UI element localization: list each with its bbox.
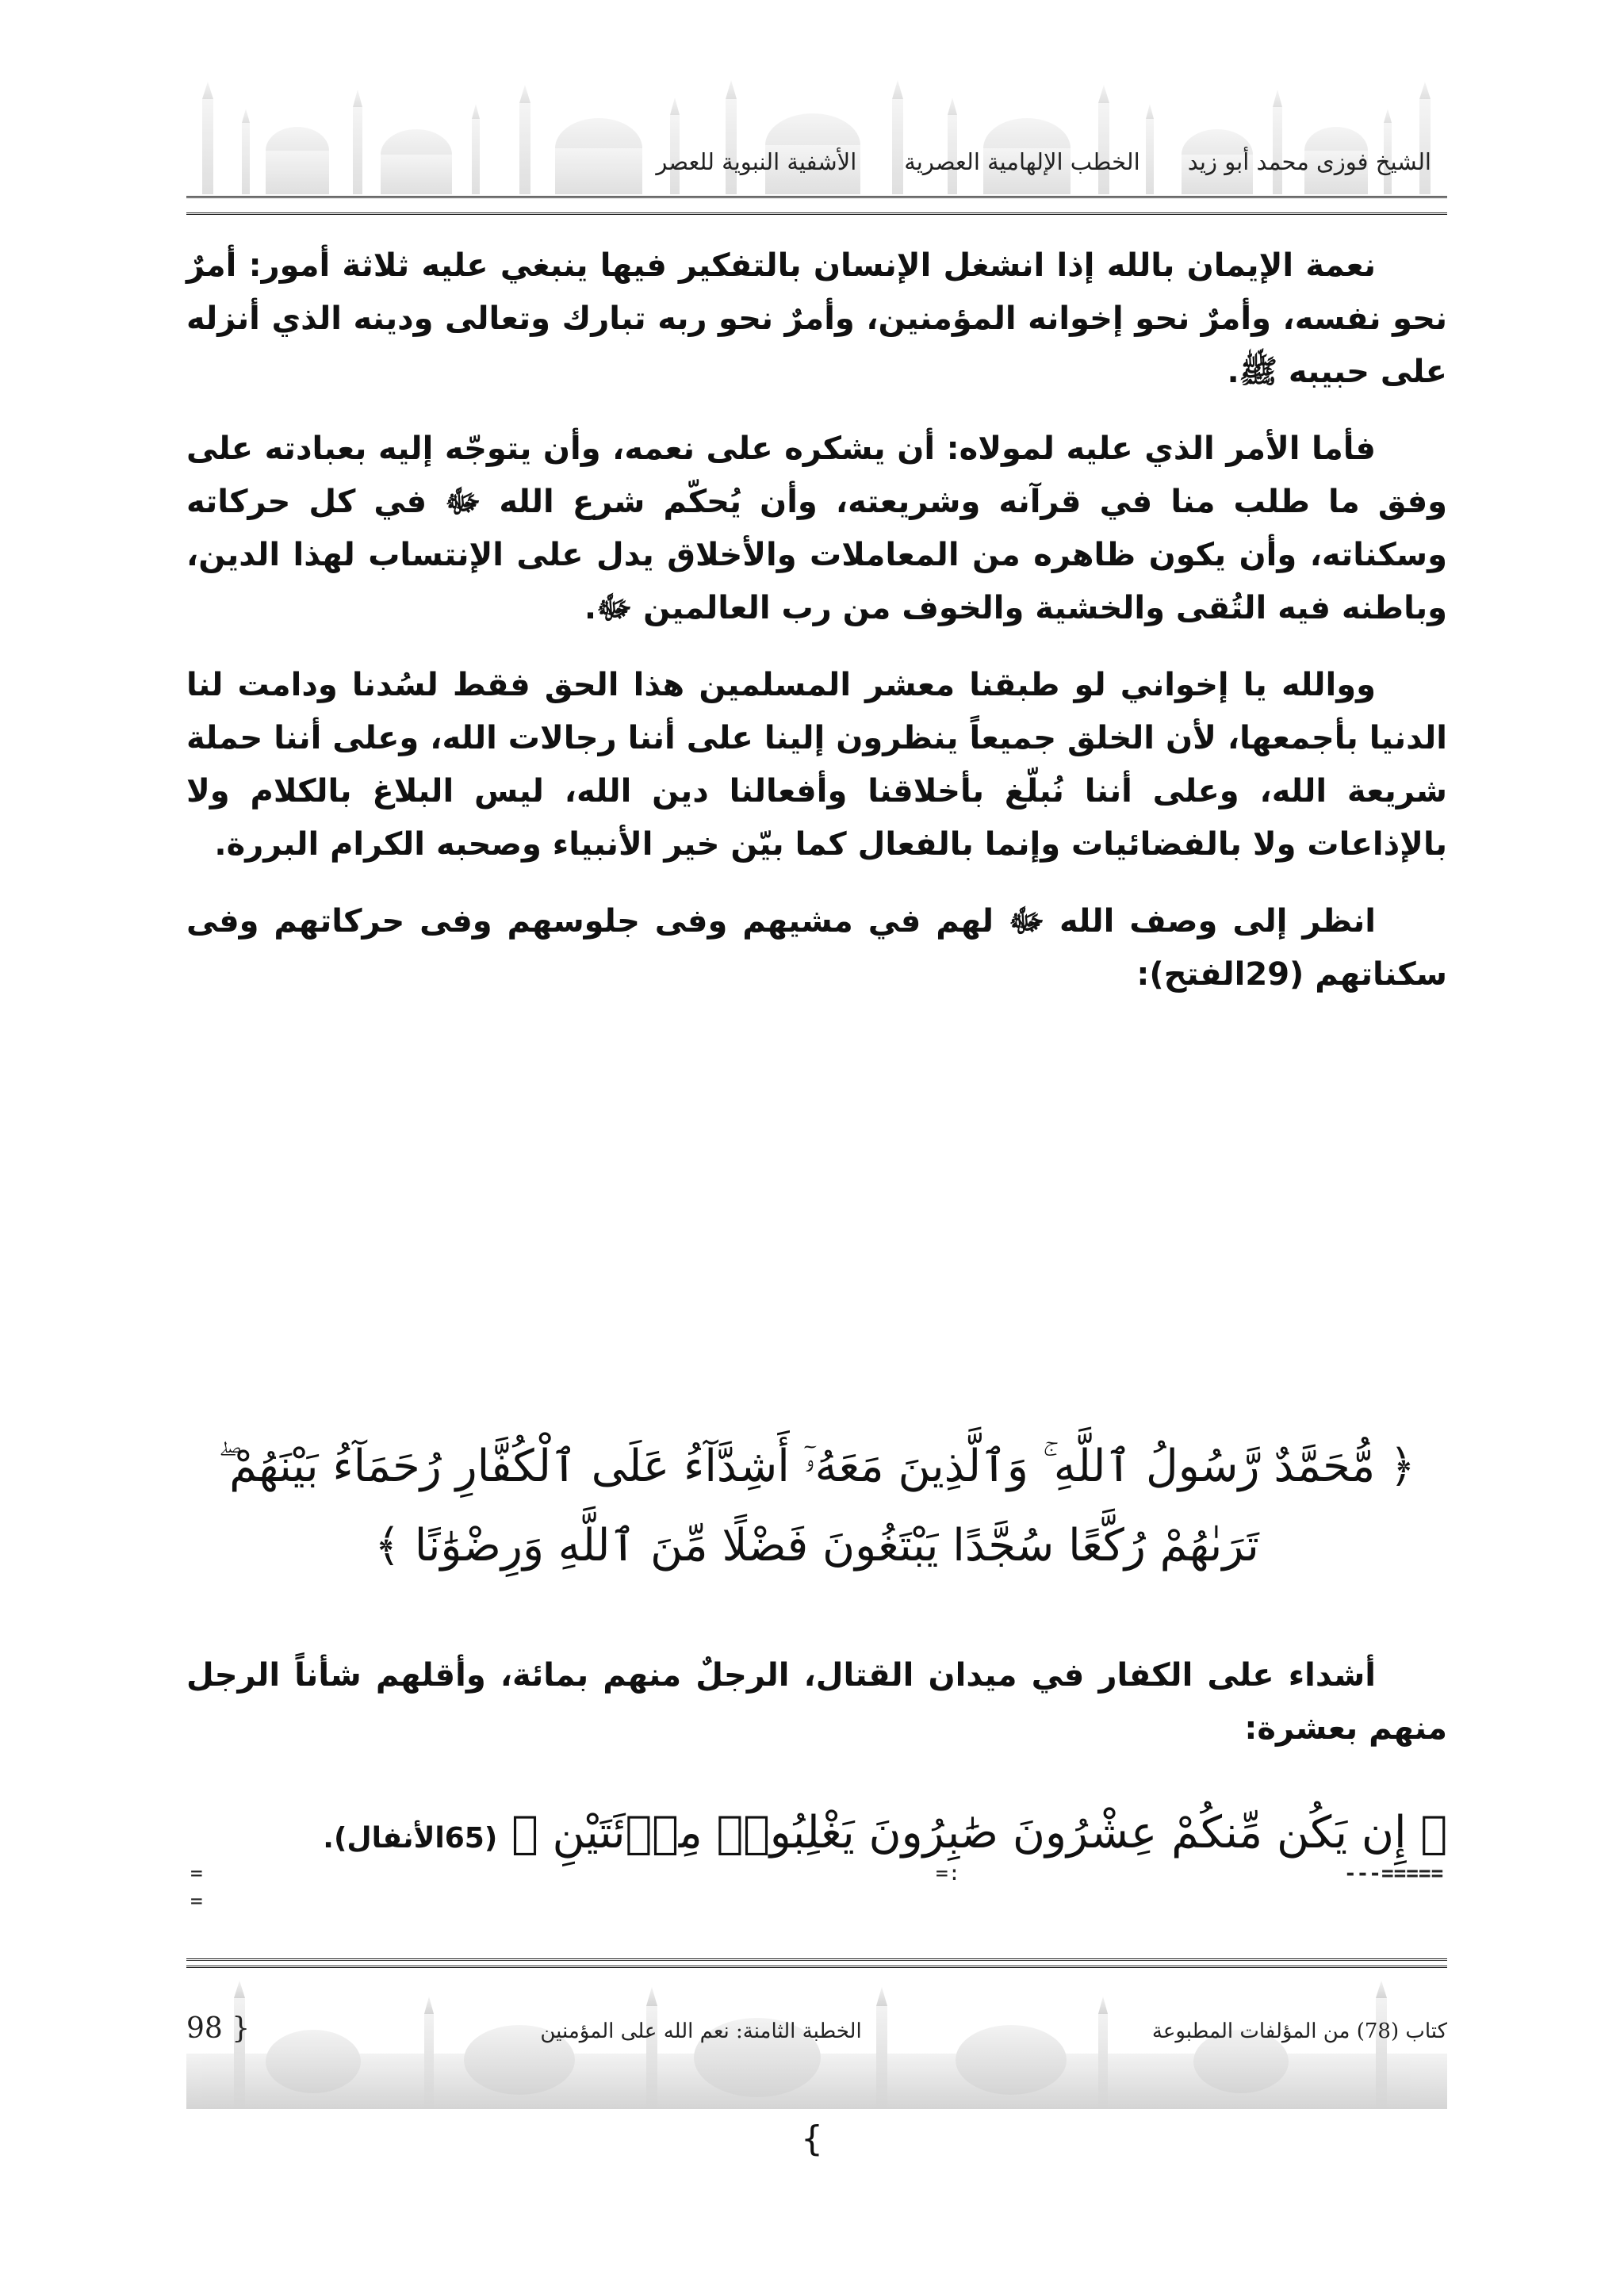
footer-book-info: كتاب (78) من المؤلفات المطبوعة: [1151, 2019, 1447, 2043]
paragraph-5: أشداء على الكفار في ميدان القتال، الرجلٌ منهم بمائة، وأقلهم شأناً الرجل منهم بعشرة:: [186, 1657, 1447, 1747]
quran-verse-al-anfal: [186, 1793, 1447, 1878]
header-divider: [186, 196, 1447, 215]
verse-reference: (65الأنفال).: [323, 1822, 498, 1855]
separator-mark-mid: =:: [936, 1862, 961, 1885]
separator-mark-left: =: [190, 1862, 203, 1885]
body-text-block-2: [186, 1649, 1447, 1755]
footer-sermon-title: الخطبة الثامنة: نعم الله على المؤمنين: [540, 2019, 862, 2043]
footer-text-row: [186, 2012, 1447, 2047]
paragraph-1: نعمة الإيمان بالله إذا انشغل الإنسان بالتفكير فيها ينبغي عليه ثلاثة أمور: أمرٌ نحو نفسه، وأمرٌ نحو إخوانه المؤمنين، وأمرٌ نحو ربه تبارك وتعالى ودينه الذي أنزله على حبيبه ﷺ.: [186, 247, 1447, 390]
header-text-row: [186, 148, 1447, 180]
footer-brace: {: [801, 2119, 823, 2159]
page-footer: [186, 1966, 1447, 2109]
body-text-block-1: [186, 239, 1447, 1001]
quran-verse-al-fath: [186, 1427, 1447, 1586]
paragraph-2: فأما الأمر الذي عليه لمولاه: أن يشكره على نعمه، وأن يتوجّه إليه بعبادته على وفق ما طلب منا في قرآنه وشريعته، وأن يُحكّم شرع الله ﷻ في كل حركاته وسكناته، وأن يكون ظاهره من المعاملات والأخلاق يدل على الإنتساب لهذا الدين، وباطنه فيه التُقى والخشية والخوف من رب العالمين ﷻ.: [186, 431, 1447, 626]
paragraph-4: انظر إلى وصف الله ﷻ لهم في مشيهم وفى جلوسهم وفى حركاتهم وفى سكناتهم (29الفتح):: [186, 903, 1447, 993]
page-header: [186, 75, 1447, 194]
separator-mark-right: ---=====: [1344, 1862, 1444, 1885]
paragraph-3: ووالله يا إخواني لو طبقنا معشر المسلمين هذا الحق فقط لسُدنا ودامت لنا الدنيا بأجمعها، لأن الخلق جميعاً ينظرون إلينا على أننا رجالات الله، وعلى أننا حملة شريعة الله، وعلى أننا نُبلّغ بأخلاقنا وأفعالنا دين الله، ليس البلاغ بالكلام ولا بالإذاعات ولا بالفضائيات وإنما بالفعال كما بيّن خير الأنبياء وصحبه الكرام البررة.: [186, 667, 1447, 863]
header-series: الخطب الإلهامية العصرية: [904, 148, 1140, 175]
separator-mark-left-2: =: [190, 1889, 203, 1913]
header-subtitle: الأشفية النبوية للعصر: [656, 148, 857, 175]
verse-text: ﴿ مُّحَمَّدٌ رَّسُولُ ٱللَّهِ ۚ وَٱلَّذِينَ مَعَهُۥٓ أَشِدَّآءُ عَلَى ٱلْكُفَّارِ رُحَمَآءُ بَيْنَهُمْ ۖ تَرَىٰهُمْ رُكَّعًا سُجَّدًا يَبْتَغُونَ فَضْلًا مِّنَ ٱللَّهِ وَرِضْوَٰنًا ﴾: [218, 1441, 1415, 1571]
page-number: { 98: [186, 2012, 251, 2045]
header-author: الشيخ فوزى محمد أبو زيد: [1187, 148, 1431, 175]
verse-text-2: ﴿ إِن يَكُن مِّنكُمْ عِشْرُونَ صَٰبِرُونَ يَغْلِبُوا۟ مِا۟ئَتَيْنِ ﴾: [511, 1807, 1447, 1859]
